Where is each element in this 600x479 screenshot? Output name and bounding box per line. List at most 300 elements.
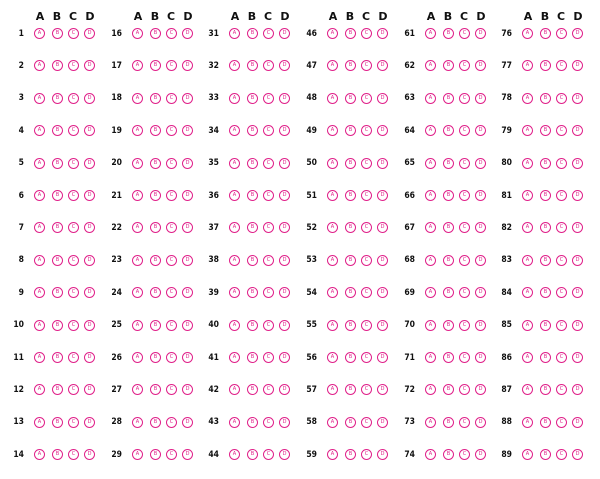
answer-bubble-a[interactable]: A (522, 255, 533, 266)
answer-bubble-c[interactable]: C (68, 384, 79, 395)
answer-bubble-a[interactable]: A (425, 449, 436, 460)
answer-bubble-a[interactable]: A (425, 222, 436, 233)
answer-bubble-c[interactable]: C (361, 320, 372, 331)
answer-bubble-c[interactable]: C (459, 28, 470, 39)
answer-bubble-d[interactable]: D (279, 158, 290, 169)
answer-bubble-b[interactable]: B (540, 255, 551, 266)
answer-bubble-b[interactable]: B (247, 125, 258, 136)
answer-bubble-d[interactable]: D (279, 190, 290, 201)
answer-bubble-a[interactable]: A (132, 28, 143, 39)
answer-bubble-d[interactable]: D (572, 352, 583, 363)
answer-bubble-a[interactable]: A (327, 222, 338, 233)
answer-bubble-a[interactable]: A (229, 384, 240, 395)
answer-bubble-c[interactable]: C (556, 222, 567, 233)
answer-bubble-c[interactable]: C (361, 60, 372, 71)
answer-bubble-d[interactable]: D (377, 352, 388, 363)
answer-bubble-b[interactable]: B (540, 449, 551, 460)
answer-bubble-d[interactable]: D (377, 287, 388, 298)
answer-bubble-d[interactable]: D (182, 255, 193, 266)
answer-bubble-a[interactable]: A (132, 287, 143, 298)
answer-bubble-b[interactable]: B (150, 384, 161, 395)
answer-bubble-c[interactable]: C (361, 255, 372, 266)
answer-bubble-d[interactable]: D (182, 417, 193, 428)
answer-bubble-a[interactable]: A (34, 190, 45, 201)
answer-bubble-c[interactable]: C (166, 158, 177, 169)
answer-bubble-a[interactable]: A (425, 255, 436, 266)
answer-bubble-b[interactable]: B (345, 125, 356, 136)
answer-bubble-d[interactable]: D (572, 255, 583, 266)
answer-bubble-b[interactable]: B (150, 190, 161, 201)
answer-bubble-a[interactable]: A (132, 384, 143, 395)
answer-bubble-d[interactable]: D (182, 60, 193, 71)
answer-bubble-d[interactable]: D (182, 190, 193, 201)
answer-bubble-c[interactable]: C (361, 222, 372, 233)
answer-bubble-d[interactable]: D (572, 417, 583, 428)
answer-bubble-b[interactable]: B (540, 60, 551, 71)
answer-bubble-a[interactable]: A (229, 222, 240, 233)
answer-bubble-b[interactable]: B (247, 28, 258, 39)
answer-bubble-c[interactable]: C (361, 384, 372, 395)
answer-bubble-b[interactable]: B (247, 190, 258, 201)
answer-bubble-c[interactable]: C (166, 449, 177, 460)
answer-bubble-c[interactable]: C (166, 255, 177, 266)
answer-bubble-b[interactable]: B (443, 320, 454, 331)
answer-bubble-b[interactable]: B (540, 384, 551, 395)
answer-bubble-c[interactable]: C (459, 158, 470, 169)
answer-bubble-b[interactable]: B (247, 449, 258, 460)
answer-bubble-a[interactable]: A (34, 93, 45, 104)
answer-bubble-a[interactable]: A (327, 449, 338, 460)
answer-bubble-c[interactable]: C (68, 287, 79, 298)
answer-bubble-d[interactable]: D (377, 125, 388, 136)
answer-bubble-b[interactable]: B (443, 255, 454, 266)
answer-bubble-d[interactable]: D (182, 287, 193, 298)
answer-bubble-a[interactable]: A (327, 28, 338, 39)
answer-bubble-d[interactable]: D (182, 320, 193, 331)
answer-bubble-b[interactable]: B (247, 222, 258, 233)
answer-bubble-c[interactable]: C (361, 93, 372, 104)
answer-bubble-a[interactable]: A (132, 320, 143, 331)
answer-bubble-c[interactable]: C (68, 449, 79, 460)
answer-bubble-b[interactable]: B (52, 28, 63, 39)
answer-bubble-a[interactable]: A (229, 352, 240, 363)
answer-bubble-d[interactable]: D (279, 93, 290, 104)
answer-bubble-b[interactable]: B (443, 60, 454, 71)
answer-bubble-b[interactable]: B (52, 384, 63, 395)
answer-bubble-c[interactable]: C (263, 93, 274, 104)
answer-bubble-d[interactable]: D (279, 320, 290, 331)
answer-bubble-a[interactable]: A (425, 384, 436, 395)
answer-bubble-c[interactable]: C (361, 28, 372, 39)
answer-bubble-c[interactable]: C (166, 93, 177, 104)
answer-bubble-b[interactable]: B (150, 287, 161, 298)
answer-bubble-b[interactable]: B (150, 255, 161, 266)
answer-bubble-d[interactable]: D (475, 93, 486, 104)
answer-bubble-a[interactable]: A (522, 384, 533, 395)
answer-bubble-c[interactable]: C (556, 352, 567, 363)
answer-bubble-c[interactable]: C (68, 255, 79, 266)
answer-bubble-c[interactable]: C (68, 60, 79, 71)
answer-bubble-d[interactable]: D (475, 125, 486, 136)
answer-bubble-c[interactable]: C (68, 222, 79, 233)
answer-bubble-b[interactable]: B (345, 93, 356, 104)
answer-bubble-a[interactable]: A (132, 352, 143, 363)
answer-bubble-c[interactable]: C (166, 417, 177, 428)
answer-bubble-b[interactable]: B (52, 417, 63, 428)
answer-bubble-d[interactable]: D (475, 320, 486, 331)
answer-bubble-c[interactable]: C (263, 287, 274, 298)
answer-bubble-a[interactable]: A (327, 158, 338, 169)
answer-bubble-d[interactable]: D (377, 320, 388, 331)
answer-bubble-d[interactable]: D (84, 190, 95, 201)
answer-bubble-c[interactable]: C (263, 449, 274, 460)
answer-bubble-c[interactable]: C (361, 190, 372, 201)
answer-bubble-d[interactable]: D (377, 384, 388, 395)
answer-bubble-c[interactable]: C (166, 384, 177, 395)
answer-bubble-a[interactable]: A (34, 28, 45, 39)
answer-bubble-b[interactable]: B (52, 222, 63, 233)
answer-bubble-c[interactable]: C (361, 449, 372, 460)
answer-bubble-a[interactable]: A (425, 125, 436, 136)
answer-bubble-c[interactable]: C (556, 93, 567, 104)
answer-bubble-b[interactable]: B (443, 93, 454, 104)
answer-bubble-b[interactable]: B (443, 125, 454, 136)
answer-bubble-c[interactable]: C (166, 125, 177, 136)
answer-bubble-b[interactable]: B (247, 417, 258, 428)
answer-bubble-a[interactable]: A (34, 384, 45, 395)
answer-bubble-a[interactable]: A (229, 417, 240, 428)
answer-bubble-c[interactable]: C (556, 190, 567, 201)
answer-bubble-d[interactable]: D (475, 60, 486, 71)
answer-bubble-b[interactable]: B (52, 125, 63, 136)
answer-bubble-d[interactable]: D (182, 28, 193, 39)
answer-bubble-c[interactable]: C (68, 93, 79, 104)
answer-bubble-d[interactable]: D (572, 320, 583, 331)
answer-bubble-b[interactable]: B (345, 190, 356, 201)
answer-bubble-d[interactable]: D (377, 449, 388, 460)
answer-bubble-d[interactable]: D (84, 255, 95, 266)
answer-bubble-a[interactable]: A (34, 158, 45, 169)
answer-bubble-d[interactable]: D (572, 60, 583, 71)
answer-bubble-a[interactable]: A (522, 158, 533, 169)
answer-bubble-a[interactable]: A (522, 190, 533, 201)
answer-bubble-a[interactable]: A (522, 60, 533, 71)
answer-bubble-a[interactable]: A (425, 287, 436, 298)
answer-bubble-b[interactable]: B (443, 28, 454, 39)
answer-bubble-a[interactable]: A (327, 320, 338, 331)
answer-bubble-c[interactable]: C (263, 125, 274, 136)
answer-bubble-b[interactable]: B (443, 287, 454, 298)
answer-bubble-a[interactable]: A (327, 60, 338, 71)
answer-bubble-c[interactable]: C (556, 449, 567, 460)
answer-bubble-b[interactable]: B (540, 320, 551, 331)
answer-bubble-a[interactable]: A (132, 125, 143, 136)
answer-bubble-c[interactable]: C (459, 287, 470, 298)
answer-bubble-b[interactable]: B (443, 352, 454, 363)
answer-bubble-b[interactable]: B (52, 255, 63, 266)
answer-bubble-d[interactable]: D (279, 417, 290, 428)
answer-bubble-d[interactable]: D (377, 417, 388, 428)
answer-bubble-c[interactable]: C (459, 60, 470, 71)
answer-bubble-b[interactable]: B (540, 417, 551, 428)
answer-bubble-c[interactable]: C (263, 320, 274, 331)
answer-bubble-b[interactable]: B (150, 449, 161, 460)
answer-bubble-c[interactable]: C (459, 417, 470, 428)
answer-bubble-b[interactable]: B (345, 449, 356, 460)
answer-bubble-d[interactable]: D (475, 158, 486, 169)
answer-bubble-c[interactable]: C (166, 352, 177, 363)
answer-bubble-a[interactable]: A (34, 417, 45, 428)
answer-bubble-c[interactable]: C (556, 320, 567, 331)
answer-bubble-b[interactable]: B (345, 28, 356, 39)
answer-bubble-d[interactable]: D (279, 287, 290, 298)
answer-bubble-b[interactable]: B (345, 158, 356, 169)
answer-bubble-c[interactable]: C (361, 417, 372, 428)
answer-bubble-a[interactable]: A (425, 417, 436, 428)
answer-bubble-b[interactable]: B (443, 190, 454, 201)
answer-bubble-d[interactable]: D (377, 93, 388, 104)
answer-bubble-d[interactable]: D (475, 449, 486, 460)
answer-bubble-b[interactable]: B (247, 93, 258, 104)
answer-bubble-a[interactable]: A (425, 93, 436, 104)
answer-bubble-d[interactable]: D (279, 352, 290, 363)
answer-bubble-b[interactable]: B (150, 352, 161, 363)
answer-bubble-b[interactable]: B (247, 352, 258, 363)
answer-bubble-d[interactable]: D (279, 125, 290, 136)
answer-bubble-b[interactable]: B (247, 158, 258, 169)
answer-bubble-a[interactable]: A (522, 352, 533, 363)
answer-bubble-a[interactable]: A (327, 352, 338, 363)
answer-bubble-d[interactable]: D (279, 28, 290, 39)
answer-bubble-c[interactable]: C (556, 255, 567, 266)
answer-bubble-d[interactable]: D (84, 158, 95, 169)
answer-bubble-d[interactable]: D (279, 60, 290, 71)
answer-bubble-d[interactable]: D (475, 190, 486, 201)
answer-bubble-c[interactable]: C (68, 28, 79, 39)
answer-bubble-d[interactable]: D (182, 93, 193, 104)
answer-bubble-c[interactable]: C (263, 384, 274, 395)
answer-bubble-b[interactable]: B (345, 287, 356, 298)
answer-bubble-a[interactable]: A (522, 287, 533, 298)
answer-bubble-a[interactable]: A (229, 287, 240, 298)
answer-bubble-d[interactable]: D (84, 125, 95, 136)
answer-bubble-a[interactable]: A (425, 352, 436, 363)
answer-bubble-d[interactable]: D (377, 255, 388, 266)
answer-bubble-b[interactable]: B (52, 287, 63, 298)
answer-bubble-b[interactable]: B (150, 320, 161, 331)
answer-bubble-c[interactable]: C (263, 352, 274, 363)
answer-bubble-b[interactable]: B (52, 60, 63, 71)
answer-bubble-a[interactable]: A (327, 190, 338, 201)
answer-bubble-c[interactable]: C (556, 287, 567, 298)
answer-bubble-b[interactable]: B (345, 352, 356, 363)
answer-bubble-d[interactable]: D (475, 222, 486, 233)
answer-bubble-c[interactable]: C (263, 222, 274, 233)
answer-bubble-a[interactable]: A (425, 158, 436, 169)
answer-bubble-c[interactable]: C (459, 384, 470, 395)
answer-bubble-d[interactable]: D (572, 449, 583, 460)
answer-bubble-d[interactable]: D (475, 255, 486, 266)
answer-bubble-c[interactable]: C (263, 255, 274, 266)
answer-bubble-c[interactable]: C (166, 60, 177, 71)
answer-bubble-b[interactable]: B (540, 28, 551, 39)
answer-bubble-b[interactable]: B (345, 417, 356, 428)
answer-bubble-c[interactable]: C (459, 352, 470, 363)
answer-bubble-d[interactable]: D (84, 60, 95, 71)
answer-bubble-c[interactable]: C (361, 125, 372, 136)
answer-bubble-d[interactable]: D (572, 158, 583, 169)
answer-bubble-c[interactable]: C (556, 384, 567, 395)
answer-bubble-c[interactable]: C (166, 320, 177, 331)
answer-bubble-b[interactable]: B (443, 417, 454, 428)
answer-bubble-a[interactable]: A (132, 93, 143, 104)
answer-bubble-c[interactable]: C (68, 190, 79, 201)
answer-bubble-c[interactable]: C (459, 190, 470, 201)
answer-bubble-d[interactable]: D (84, 28, 95, 39)
answer-bubble-a[interactable]: A (327, 125, 338, 136)
answer-bubble-c[interactable]: C (361, 287, 372, 298)
answer-bubble-c[interactable]: C (166, 222, 177, 233)
answer-bubble-a[interactable]: A (34, 320, 45, 331)
answer-bubble-b[interactable]: B (247, 384, 258, 395)
answer-bubble-a[interactable]: A (425, 320, 436, 331)
answer-bubble-a[interactable]: A (425, 28, 436, 39)
answer-bubble-d[interactable]: D (182, 125, 193, 136)
answer-bubble-b[interactable]: B (52, 190, 63, 201)
answer-bubble-d[interactable]: D (279, 449, 290, 460)
answer-bubble-a[interactable]: A (522, 93, 533, 104)
answer-bubble-c[interactable]: C (459, 93, 470, 104)
answer-bubble-c[interactable]: C (556, 158, 567, 169)
answer-bubble-a[interactable]: A (132, 158, 143, 169)
answer-bubble-d[interactable]: D (84, 287, 95, 298)
answer-bubble-d[interactable]: D (572, 287, 583, 298)
answer-bubble-b[interactable]: B (345, 320, 356, 331)
answer-bubble-a[interactable]: A (327, 384, 338, 395)
answer-bubble-b[interactable]: B (150, 93, 161, 104)
answer-bubble-c[interactable]: C (263, 60, 274, 71)
answer-bubble-c[interactable]: C (68, 158, 79, 169)
answer-bubble-d[interactable]: D (84, 449, 95, 460)
answer-bubble-b[interactable]: B (247, 255, 258, 266)
answer-bubble-a[interactable]: A (229, 28, 240, 39)
answer-bubble-d[interactable]: D (377, 222, 388, 233)
answer-bubble-c[interactable]: C (68, 125, 79, 136)
answer-bubble-a[interactable]: A (522, 125, 533, 136)
answer-bubble-d[interactable]: D (572, 125, 583, 136)
answer-bubble-b[interactable]: B (150, 60, 161, 71)
answer-bubble-c[interactable]: C (166, 190, 177, 201)
answer-bubble-a[interactable]: A (229, 190, 240, 201)
answer-bubble-b[interactable]: B (345, 255, 356, 266)
answer-bubble-b[interactable]: B (150, 28, 161, 39)
answer-bubble-a[interactable]: A (34, 352, 45, 363)
answer-bubble-c[interactable]: C (68, 320, 79, 331)
answer-bubble-a[interactable]: A (522, 28, 533, 39)
answer-bubble-c[interactable]: C (459, 125, 470, 136)
answer-bubble-a[interactable]: A (327, 287, 338, 298)
answer-bubble-c[interactable]: C (263, 158, 274, 169)
answer-bubble-d[interactable]: D (182, 449, 193, 460)
answer-bubble-b[interactable]: B (52, 320, 63, 331)
answer-bubble-a[interactable]: A (132, 222, 143, 233)
answer-bubble-b[interactable]: B (540, 352, 551, 363)
answer-bubble-a[interactable]: A (132, 449, 143, 460)
answer-bubble-c[interactable]: C (166, 287, 177, 298)
answer-bubble-a[interactable]: A (132, 255, 143, 266)
answer-bubble-c[interactable]: C (166, 28, 177, 39)
answer-bubble-c[interactable]: C (556, 125, 567, 136)
answer-bubble-a[interactable]: A (327, 417, 338, 428)
answer-bubble-a[interactable]: A (229, 449, 240, 460)
answer-bubble-d[interactable]: D (377, 60, 388, 71)
answer-bubble-b[interactable]: B (150, 125, 161, 136)
answer-bubble-b[interactable]: B (443, 222, 454, 233)
answer-bubble-b[interactable]: B (247, 60, 258, 71)
answer-bubble-d[interactable]: D (377, 190, 388, 201)
answer-bubble-a[interactable]: A (132, 60, 143, 71)
answer-bubble-c[interactable]: C (361, 158, 372, 169)
answer-bubble-a[interactable]: A (34, 60, 45, 71)
answer-bubble-d[interactable]: D (377, 158, 388, 169)
answer-bubble-c[interactable]: C (68, 417, 79, 428)
answer-bubble-d[interactable]: D (84, 320, 95, 331)
answer-bubble-a[interactable]: A (34, 449, 45, 460)
answer-bubble-a[interactable]: A (522, 449, 533, 460)
answer-bubble-d[interactable]: D (572, 222, 583, 233)
answer-bubble-d[interactable]: D (182, 222, 193, 233)
answer-bubble-b[interactable]: B (247, 287, 258, 298)
answer-bubble-d[interactable]: D (279, 222, 290, 233)
answer-bubble-b[interactable]: B (540, 125, 551, 136)
answer-bubble-a[interactable]: A (425, 60, 436, 71)
answer-bubble-d[interactable]: D (572, 384, 583, 395)
answer-bubble-d[interactable]: D (475, 417, 486, 428)
answer-bubble-b[interactable]: B (150, 417, 161, 428)
answer-bubble-d[interactable]: D (572, 93, 583, 104)
answer-bubble-a[interactable]: A (327, 255, 338, 266)
answer-bubble-d[interactable]: D (182, 352, 193, 363)
answer-bubble-c[interactable]: C (459, 449, 470, 460)
answer-bubble-d[interactable]: D (279, 384, 290, 395)
answer-bubble-c[interactable]: C (459, 320, 470, 331)
answer-bubble-b[interactable]: B (443, 449, 454, 460)
answer-bubble-b[interactable]: B (443, 158, 454, 169)
answer-bubble-b[interactable]: B (443, 384, 454, 395)
answer-bubble-c[interactable]: C (459, 222, 470, 233)
answer-bubble-b[interactable]: B (247, 320, 258, 331)
answer-bubble-d[interactable]: D (475, 287, 486, 298)
answer-bubble-d[interactable]: D (475, 384, 486, 395)
answer-bubble-c[interactable]: C (556, 28, 567, 39)
answer-bubble-d[interactable]: D (572, 190, 583, 201)
answer-bubble-b[interactable]: B (540, 158, 551, 169)
answer-bubble-a[interactable]: A (229, 320, 240, 331)
answer-bubble-a[interactable]: A (229, 125, 240, 136)
answer-bubble-b[interactable]: B (345, 222, 356, 233)
answer-bubble-b[interactable]: B (345, 60, 356, 71)
answer-bubble-c[interactable]: C (361, 352, 372, 363)
answer-bubble-a[interactable]: A (522, 417, 533, 428)
answer-bubble-a[interactable]: A (132, 190, 143, 201)
answer-bubble-c[interactable]: C (556, 417, 567, 428)
answer-bubble-d[interactable]: D (377, 28, 388, 39)
answer-bubble-c[interactable]: C (459, 255, 470, 266)
answer-bubble-d[interactable]: D (279, 255, 290, 266)
answer-bubble-a[interactable]: A (229, 60, 240, 71)
answer-bubble-a[interactable]: A (229, 158, 240, 169)
answer-bubble-b[interactable]: B (540, 190, 551, 201)
